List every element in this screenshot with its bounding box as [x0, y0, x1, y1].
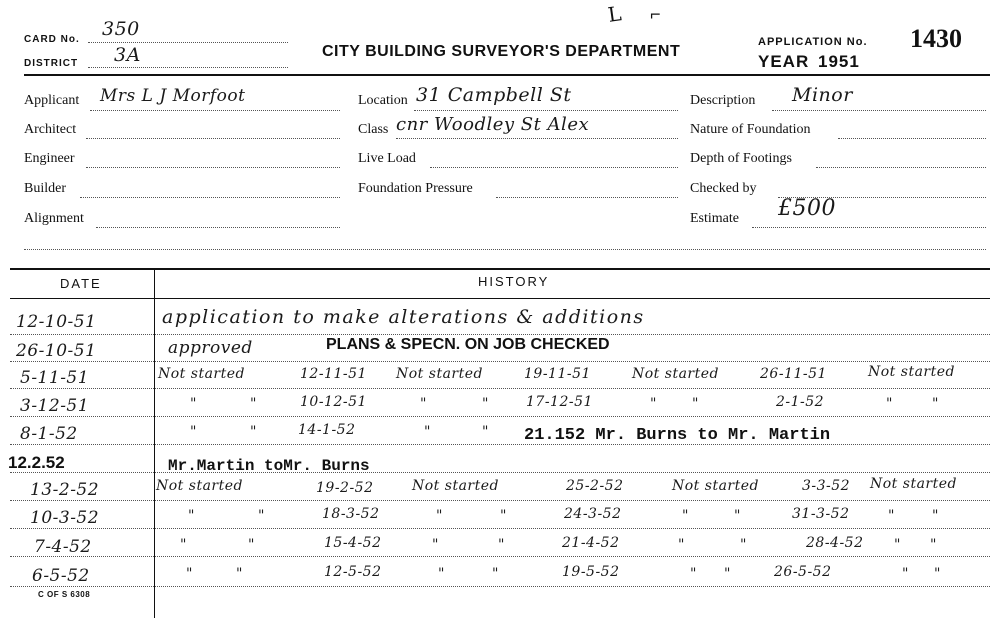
estimate-line [752, 227, 986, 228]
row-date: 13-2-52 [30, 480, 100, 500]
history-entry: 15-4-52 [324, 535, 382, 551]
history-entry: " [692, 396, 699, 412]
history-entry: Not started [868, 364, 955, 380]
history-entry: " [420, 396, 427, 412]
row-line [10, 361, 990, 362]
history-entry: " [690, 566, 697, 582]
history-entry: 10-12-51 [300, 394, 367, 410]
history-entry: " [188, 508, 195, 524]
live-load-label: Live Load [358, 151, 416, 166]
builder-line [80, 197, 340, 198]
foundation-pressure-line [496, 197, 678, 198]
history-entry: Not started [158, 366, 245, 382]
alignment-line [96, 227, 340, 228]
history-entry: " [236, 566, 243, 582]
history-entry: Not started [396, 366, 483, 382]
row-date: 7-4-52 [34, 537, 92, 557]
row-date: 12-10-51 [16, 312, 97, 332]
history-entry: " [740, 537, 747, 553]
row-date: 26-10-51 [16, 341, 97, 361]
history-entry: " [678, 537, 685, 553]
history-entry: Not started [632, 366, 719, 382]
engineer-line [86, 167, 340, 168]
row-date: 3-12-51 [20, 396, 90, 416]
history-entry: 18-3-52 [322, 506, 380, 522]
history-entry: approved [168, 338, 253, 358]
row-line [10, 556, 990, 557]
history-entry: " [902, 566, 909, 582]
row-line [10, 444, 990, 445]
row-line [10, 528, 990, 529]
district-label: DISTRICT [24, 58, 79, 69]
history-entry: 12-5-52 [324, 564, 382, 580]
history-entry: 19-11-51 [524, 366, 591, 382]
history-entry: " [424, 424, 431, 440]
description-line [772, 110, 986, 111]
checked-by-label: Checked by [690, 181, 757, 196]
history-entry: " [492, 566, 499, 582]
history-entry: " [886, 396, 893, 412]
row-date: 12.2.52 [8, 453, 65, 472]
history-entry: " [438, 566, 445, 582]
history-entry: 24-3-52 [564, 506, 622, 522]
history-entry: " [190, 424, 197, 440]
application-no-label: APPLICATION No. [758, 36, 868, 48]
history-entry: " [432, 537, 439, 553]
history-entry: " [724, 566, 731, 582]
history-entry: " [248, 537, 255, 553]
top-mark: L [606, 1, 623, 27]
engineer-label: Engineer [24, 151, 75, 166]
row-line [10, 500, 990, 501]
estimate-value: £500 [778, 196, 836, 221]
history-entry: 26-11-51 [760, 366, 827, 382]
location-line [414, 110, 678, 111]
history-entry: " [180, 537, 187, 553]
history-entry: 31-3-52 [792, 506, 850, 522]
applicant-label: Applicant [24, 93, 80, 108]
history-entry: " [482, 424, 489, 440]
history-entry: " [436, 508, 443, 524]
description-label: Description [690, 93, 756, 108]
history-entry: " [190, 396, 197, 412]
applicant-line [90, 110, 340, 111]
row-date: 5-11-51 [20, 368, 90, 388]
page-title: CITY BUILDING SURVEYOR'S DEPARTMENT [322, 43, 681, 60]
depth-of-footings-line [816, 167, 986, 168]
fields-bottom-line [24, 249, 986, 250]
history-entry: " [894, 537, 901, 553]
architect-line [86, 138, 340, 139]
row-line [10, 586, 990, 587]
location-value: 31 Campbell St [416, 84, 572, 106]
row-line [10, 416, 990, 417]
class-line [396, 138, 678, 139]
history-entry: 2-1-52 [776, 394, 825, 410]
history-entry: " [500, 508, 507, 524]
history-entry: 3-3-52 [802, 478, 851, 494]
history-entry: " [734, 508, 741, 524]
row-line [10, 388, 990, 389]
history-entry: 25-2-52 [566, 478, 624, 494]
table-column-divider [154, 268, 155, 618]
history-entry: application to make alterations & additions [162, 306, 645, 328]
alignment-label: Alignment [24, 211, 84, 226]
history-entry: " [930, 537, 937, 553]
history-entry: " [258, 508, 265, 524]
description-value: Minor [792, 84, 853, 106]
history-entry: 19-5-52 [562, 564, 620, 580]
history-entry: 28-4-52 [806, 535, 864, 551]
year-value: 1951 [818, 52, 860, 71]
row-line [10, 334, 990, 335]
class-label: Class [358, 122, 389, 137]
history-entry: PLANS & SPECN. ON JOB CHECKED [326, 336, 610, 353]
applicant-value: Mrs L J Morfoot [100, 86, 246, 106]
history-entry: Not started [870, 476, 957, 492]
form-code: C OF S 6308 [38, 590, 91, 599]
nature-of-foundation-label: Nature of Foundation [690, 122, 811, 137]
year-label: YEAR [758, 52, 810, 71]
builder-label: Builder [24, 181, 66, 196]
history-entry: Not started [412, 478, 499, 494]
district-value: 3A [114, 44, 141, 66]
history-entry: 12-11-51 [300, 366, 367, 382]
table-top-rule [10, 268, 990, 270]
depth-of-footings-label: Depth of Footings [690, 151, 792, 166]
history-entry: " [250, 396, 257, 412]
history-entry: " [186, 566, 193, 582]
row-line [10, 472, 990, 473]
row-date: 10-3-52 [30, 508, 100, 528]
history-entry: 17-12-51 [526, 394, 593, 410]
history-entry: " [888, 508, 895, 524]
history-entry: " [498, 537, 505, 553]
live-load-line [430, 167, 678, 168]
history-entry: Not started [672, 478, 759, 494]
header-rule [24, 74, 990, 76]
architect-label: Architect [24, 122, 77, 137]
card-no-label: CARD No. [24, 34, 80, 45]
history-column-header: HISTORY [478, 274, 550, 289]
top-mark-hook: ⌐ [650, 4, 661, 24]
table-header-rule [10, 298, 990, 299]
history-entry: Not started [156, 478, 243, 494]
history-entry: 26-5-52 [774, 564, 832, 580]
history-entry: 21-4-52 [562, 535, 620, 551]
history-entry: " [482, 396, 489, 412]
history-entry: " [650, 396, 657, 412]
history-entry: " [932, 396, 939, 412]
history-entry: 21.152 Mr. Burns to Mr. Martin [524, 426, 831, 445]
row-date: 8-1-52 [20, 424, 78, 444]
history-entry: " [932, 508, 939, 524]
card-no-value: 350 [102, 18, 140, 40]
history-entry: 14-1-52 [298, 422, 356, 438]
history-entry: " [682, 508, 689, 524]
history-entry: Mr.Martin toMr. Burns [168, 457, 370, 475]
history-entry: 19-2-52 [316, 480, 374, 496]
district-line [88, 67, 288, 68]
nature-of-foundation-line [838, 138, 986, 139]
date-column-header: DATE [60, 276, 102, 291]
location-label: Location [358, 93, 408, 108]
application-no-value: 1430 [910, 24, 962, 53]
history-entry: " [934, 566, 941, 582]
history-entry: " [250, 424, 257, 440]
class-value: cnr Woodley St Alex [396, 114, 590, 135]
card-no-line [88, 42, 288, 43]
row-date: 6-5-52 [32, 566, 90, 586]
foundation-pressure-label: Foundation Pressure [358, 181, 473, 196]
estimate-label: Estimate [690, 211, 739, 226]
